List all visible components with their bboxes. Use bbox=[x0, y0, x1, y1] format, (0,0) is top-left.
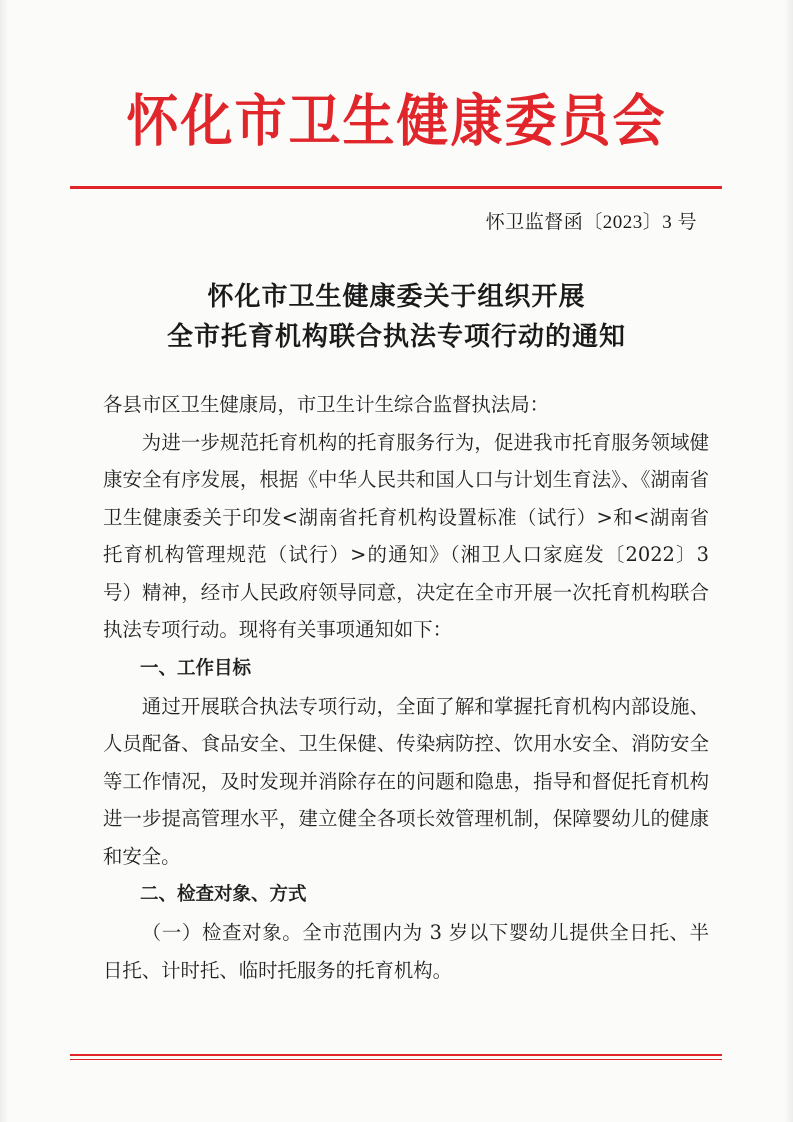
section-heading-goals: 一、工作目标 bbox=[140, 657, 252, 679]
section-heading-targets: 二、检查对象、方式 bbox=[140, 884, 307, 905]
notice-title-line-1: 怀化市卫生健康委关于组织开展 bbox=[207, 282, 586, 312]
document-number: 怀卫监督函〔2023〕3 号 bbox=[485, 212, 697, 233]
letterhead-red-rule bbox=[70, 186, 722, 189]
section-paragraph-goals: 通过开展联合执法专项行动，全面了解和掌握托育机构内部设施、人员配备、食品安全、卫生保健、传染病防控、饮用水安全、消防安全等工作情况，及时发现并消除存在的问题和隐患，指导和督促托育机构进一步提高管理水平，建立健全各项长效管理机制，保障婴幼儿的健康和安全。 bbox=[103, 694, 709, 868]
intro-paragraph: 为进一步规范托育机构的托育服务行为，促进我市托育服务领域健康安全有序发展，根据《中华人民共和国人口与计划生育法》、《湖南省卫生健康委关于印发<湖南省托育机构设置标准（试行）>和<湖南省托育机构管理规范（试行）>的通知》（湘卫人口家庭发〔2022〕3 号）精神，经市人民政府领导同意，决定在全市开展一次托育机构联合执法专项行动。现将有关事项通知如下： bbox=[103, 430, 709, 641]
notice-title-line-2: 全市托育机构联合执法专项行动的通知 bbox=[166, 322, 626, 352]
footer-red-rule-thin bbox=[70, 1059, 722, 1060]
letterhead-title: 怀化市卫生健康委员会 bbox=[126, 88, 667, 155]
salutation: 各县市区卫生健康局，市卫生计生综合监督执法局： bbox=[103, 393, 549, 416]
section-paragraph-targets: （一）检查对象。全市范围内为 3 岁以下婴幼儿提供全日托、半日托、计时托、临时托服务的托育机构。 bbox=[103, 921, 709, 982]
footer-red-rule bbox=[70, 1054, 722, 1056]
notice-body bbox=[103, 386, 709, 989]
scan-edge-right bbox=[785, 0, 793, 1122]
scan-edge-left bbox=[0, 0, 8, 1122]
